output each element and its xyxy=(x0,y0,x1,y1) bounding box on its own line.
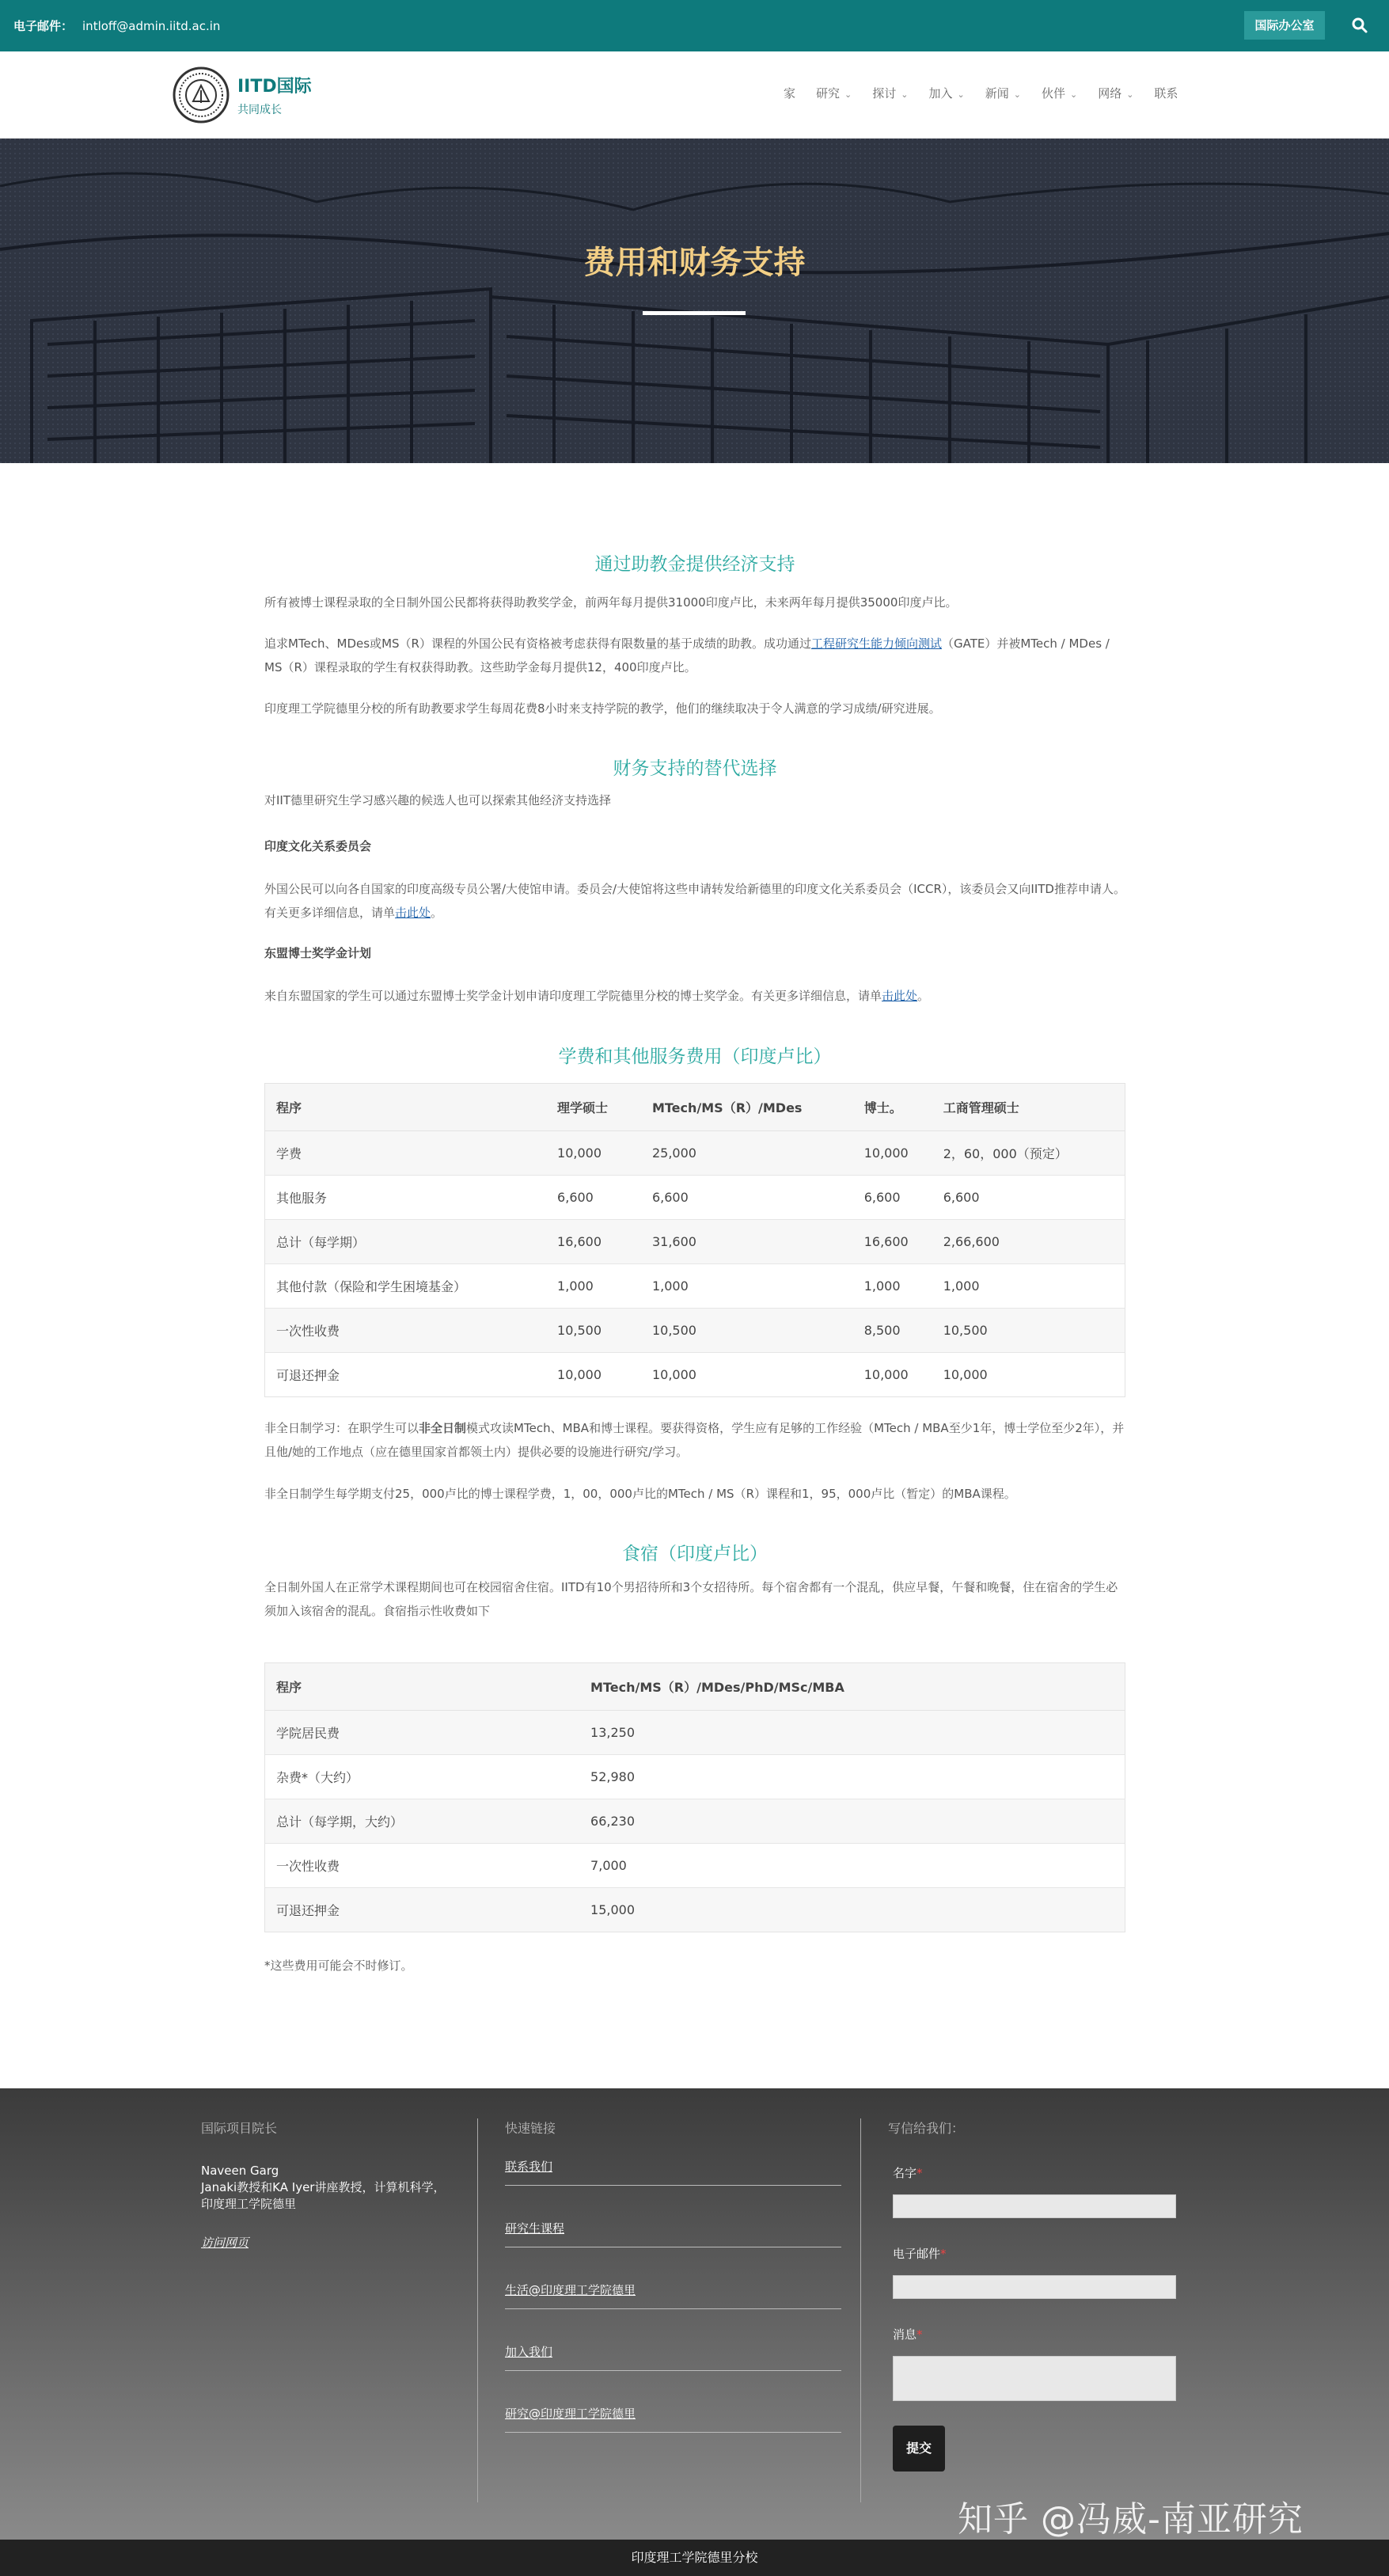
table-header-cell: 理学硕士 xyxy=(546,1084,641,1131)
dean-webpage-link[interactable]: 访问网页 xyxy=(201,2236,249,2250)
brand-name[interactable]: IITD国际 xyxy=(237,77,312,97)
table-cell: 10,000 xyxy=(853,1131,932,1176)
footer-divider xyxy=(477,2118,478,2502)
main-nav xyxy=(784,85,1198,108)
dean-institute: 印度理工学院德里 xyxy=(201,2197,297,2211)
footer-link-divider xyxy=(505,2185,841,2186)
footer-copyright-bar: 印度理工学院德里分校 xyxy=(0,2540,1389,2576)
footer-quick-link[interactable]: 生活@印度理工学院德里 xyxy=(505,2283,636,2297)
table-cell: 10,500 xyxy=(932,1309,1125,1353)
alt-intro: 对IIT德里研究生学习感兴趣的候选人也可以探索其他经济支持选择 xyxy=(264,793,612,807)
table-cell: 7,000 xyxy=(579,1844,1125,1888)
table-cell: 13,250 xyxy=(579,1711,1125,1755)
table-cell: 总计（每学期，大约） xyxy=(265,1799,580,1844)
table-cell: 其他付款（保险和学生困境基金） xyxy=(265,1264,547,1309)
table-row xyxy=(265,1353,1125,1397)
nav-item[interactable]: 探讨 ⌄ xyxy=(872,86,909,101)
iccr-paragraph: 外国公民可以向各自国家的印度高级专员公署/大使馆申请。委员会/大使馆将这些申请转发给新德里的印度文化关系委员会（ICCR），该委员会又向IITD推荐申请人。有关更多详细信息，请单击此处。 xyxy=(264,882,1125,920)
zhihu-watermark: 知乎 @冯威-南亚研究 xyxy=(958,2499,1304,2540)
table-row xyxy=(265,1220,1125,1264)
footer-link-divider xyxy=(505,2432,841,2433)
table-row xyxy=(265,1309,1125,1353)
table-cell: 10,000 xyxy=(546,1353,641,1397)
table-cell: 6,600 xyxy=(641,1176,853,1220)
fee-footnote: *这些费用可能会不时修订。 xyxy=(264,1959,413,1973)
hostel-table xyxy=(264,1662,1125,1932)
nav-item[interactable]: 家 xyxy=(784,86,796,101)
email-input[interactable] xyxy=(893,2275,1176,2299)
assist-paragraph-2: 追求MTech、MDes或MS（R）课程的外国公民有资格被考虑获得有限数量的基于成绩的助教。成功通过工程研究生能力倾向测试（GATE）并被MTech / MDes / MS（R）课程录取的学生有权获得助教。这些助学金每月提供12，400印度卢比。 xyxy=(264,636,1110,674)
table-cell: 学院居民费 xyxy=(265,1711,580,1755)
nav-item[interactable]: 研究 ⌄ xyxy=(816,86,852,101)
email-value[interactable]: intloff@admin.iitd.ac.in xyxy=(82,19,221,33)
table-cell: 2，60，000（预定） xyxy=(932,1131,1125,1176)
footer-quick-link[interactable]: 研究生课程 xyxy=(505,2221,565,2236)
table-cell: 10,500 xyxy=(546,1309,641,1353)
table-header-cell: 程序 xyxy=(265,1663,580,1711)
table-cell: 1,000 xyxy=(853,1264,932,1309)
chevron-down-icon: ⌄ xyxy=(901,89,909,100)
table-cell: 可退还押金 xyxy=(265,1888,580,1932)
table-row xyxy=(265,1755,1125,1799)
footer-quick-link[interactable]: 联系我们 xyxy=(505,2160,553,2174)
table-cell: 66,230 xyxy=(579,1799,1125,1844)
alt-section-title: 财务支持的替代选择 xyxy=(613,758,777,779)
asean-paragraph: 来自东盟国家的学生可以通过东盟博士奖学金计划申请印度理工学院德里分校的博士奖学金。有关更多详细信息，请单击此处。 xyxy=(264,989,930,1003)
email-label: 电子邮件： xyxy=(13,19,74,33)
iccr-heading: 印度文化关系委员会 xyxy=(264,839,372,853)
table-cell: 6,600 xyxy=(853,1176,932,1220)
table-header-cell: 程序 xyxy=(265,1084,547,1131)
asean-link[interactable]: 击此处 xyxy=(882,989,918,1003)
table-cell: 学费 xyxy=(265,1131,547,1176)
hostel-paragraph: 全日制外国人在正常学术课程期间也可在校园宿舍住宿。IITD有10个男招待所和3个女招待所。每个宿舍都有一个混乱，供应早餐，午餐和晚餐，住在宿舍的学生必须加入该宿舍的混乱。食宿指示性收费如下 xyxy=(264,1580,1118,1618)
table-cell: 10,000 xyxy=(932,1353,1125,1397)
nav-item[interactable]: 联系 xyxy=(1154,86,1178,101)
table-cell: 15,000 xyxy=(579,1888,1125,1932)
table-row xyxy=(265,1844,1125,1888)
chevron-down-icon: ⌄ xyxy=(1126,89,1134,100)
table-row xyxy=(265,1264,1125,1309)
footer-link-divider xyxy=(505,2370,841,2371)
table-header-cell: 工商管理硕士 xyxy=(932,1084,1125,1131)
table-cell: 可退还押金 xyxy=(265,1353,547,1397)
table-cell: 1,000 xyxy=(546,1264,641,1309)
table-cell: 8,500 xyxy=(853,1309,932,1353)
table-cell: 16,600 xyxy=(546,1220,641,1264)
table-cell: 25,000 xyxy=(641,1131,853,1176)
table-cell: 10,000 xyxy=(853,1353,932,1397)
footer-quick-link[interactable]: 加入我们 xyxy=(505,2345,553,2359)
nav-item[interactable]: 加入 ⌄ xyxy=(928,86,965,101)
assist-paragraph-3: 印度理工学院德里分校的所有助教要求学生每周花费8小时来支持学院的教学，他们的继续取决于令人满意的学习成绩/研究进展。 xyxy=(264,701,941,716)
parttime-paragraph-2: 非全日制学生每学期支付25，000卢比的博士课程学费，1，00，000卢比的MTech / MS（R）课程和1，95，000卢比（暂定）的MBA课程。 xyxy=(264,1487,1016,1501)
table-row xyxy=(265,1711,1125,1755)
dean-position: Janaki教授和KA Iyer讲座教授，计算机科学， xyxy=(201,2180,446,2194)
chevron-down-icon: ⌄ xyxy=(957,89,965,100)
table-row xyxy=(265,1888,1125,1932)
hostel-section-title: 食宿（印度卢比） xyxy=(622,1544,768,1564)
table-cell: 52,980 xyxy=(579,1755,1125,1799)
chevron-down-icon: ⌄ xyxy=(1069,89,1078,100)
table-header-cell: 博士。 xyxy=(853,1084,932,1131)
table-cell: 1,000 xyxy=(641,1264,853,1309)
gate-link[interactable]: 工程研究生能力倾向测试 xyxy=(810,636,942,651)
table-cell: 一次性收费 xyxy=(265,1309,547,1353)
brand-tagline: 共同成长 xyxy=(237,104,282,116)
table-cell: 6,600 xyxy=(932,1176,1125,1220)
dean-name: Naveen Garg xyxy=(201,2164,279,2178)
table-cell: 10,000 xyxy=(641,1353,853,1397)
chevron-down-icon: ⌄ xyxy=(844,89,852,100)
table-row xyxy=(265,1799,1125,1844)
table-cell: 一次性收费 xyxy=(265,1844,580,1888)
building-sketch-background xyxy=(0,139,1389,463)
parttime-paragraph-1: 非全日制学习：在职学生可以非全日制模式攻读MTech、MBA和博士课程。要获得资格，学生应有足够的工作经验（MTech / MBA至少1年，博士学位至少2年），并且他/她的工作地点（应在德里国家首都领土内）提供必要的设施进行研究/学习。 xyxy=(264,1421,1125,1459)
table-cell: 16,600 xyxy=(853,1220,932,1264)
table-row xyxy=(265,1131,1125,1176)
submit-button[interactable]: 提交 xyxy=(893,2426,945,2472)
parttime-bold: 非全日制 xyxy=(419,1421,467,1435)
table-cell: 其他服务 xyxy=(265,1176,547,1220)
nav-item[interactable]: 伙伴 ⌄ xyxy=(1041,86,1078,101)
footer-links-title: 快速链接 xyxy=(505,2121,556,2136)
table-cell: 杂费*（大约） xyxy=(265,1755,580,1799)
name-input[interactable] xyxy=(893,2194,1176,2218)
footer-form-title: 写信给我们： xyxy=(888,2121,965,2136)
email-label: 电子邮件* xyxy=(893,2247,947,2261)
footer-link-divider xyxy=(505,2308,841,2309)
site-footer xyxy=(0,2088,1389,2540)
table-cell: 总计（每学期） xyxy=(265,1220,547,1264)
table-cell: 1,000 xyxy=(932,1264,1125,1309)
page-hero xyxy=(0,139,1389,463)
chevron-down-icon: ⌄ xyxy=(1013,89,1021,100)
page-title: 费用和财务支持 xyxy=(583,245,806,281)
table-cell: 10,500 xyxy=(641,1309,853,1353)
assist-paragraph-1: 所有被博士课程录取的全日制外国公民都将获得助教奖学金，前两年每月提供31000印度卢比，未来两年每月提供35000印度卢比。 xyxy=(264,595,958,610)
fee-section-title: 学费和其他服务费用（印度卢比） xyxy=(558,1047,832,1067)
site-header xyxy=(0,51,1389,139)
table-header-cell: MTech/MS（R）/MDes/PhD/MSc/MBA xyxy=(579,1663,1125,1711)
fee-table xyxy=(264,1083,1125,1397)
table-cell: 2,66,600 xyxy=(932,1220,1125,1264)
iccr-link[interactable]: 击此处 xyxy=(395,906,431,920)
footer-dean-title: 国际项目院长 xyxy=(201,2121,278,2136)
footer-quick-link[interactable]: 研究@印度理工学院德里 xyxy=(505,2407,636,2421)
title-underline xyxy=(643,311,746,315)
international-office-button[interactable]: 国际办公室 xyxy=(1244,11,1325,40)
nav-item[interactable]: 网络 ⌄ xyxy=(1098,86,1134,101)
iitd-logo-icon[interactable] xyxy=(173,66,230,123)
nav-item[interactable]: 新闻 ⌄ xyxy=(985,86,1021,101)
table-header-cell: MTech/MS（R）/MDes xyxy=(641,1084,853,1131)
message-label: 消息* xyxy=(893,2327,923,2342)
table-cell: 10,000 xyxy=(546,1131,641,1176)
asean-heading: 东盟博士奖学金计划 xyxy=(264,946,372,960)
table-cell: 31,600 xyxy=(641,1220,853,1264)
table-row xyxy=(265,1176,1125,1220)
message-textarea[interactable] xyxy=(893,2356,1176,2401)
name-label: 名字* xyxy=(893,2166,923,2180)
table-cell: 6,600 xyxy=(546,1176,641,1220)
footer-divider xyxy=(860,2118,861,2502)
search-icon[interactable] xyxy=(1350,16,1369,35)
top-bar xyxy=(0,0,1389,51)
assist-section-title: 通过助教金提供经济支持 xyxy=(594,554,795,575)
contact-email xyxy=(13,17,220,34)
